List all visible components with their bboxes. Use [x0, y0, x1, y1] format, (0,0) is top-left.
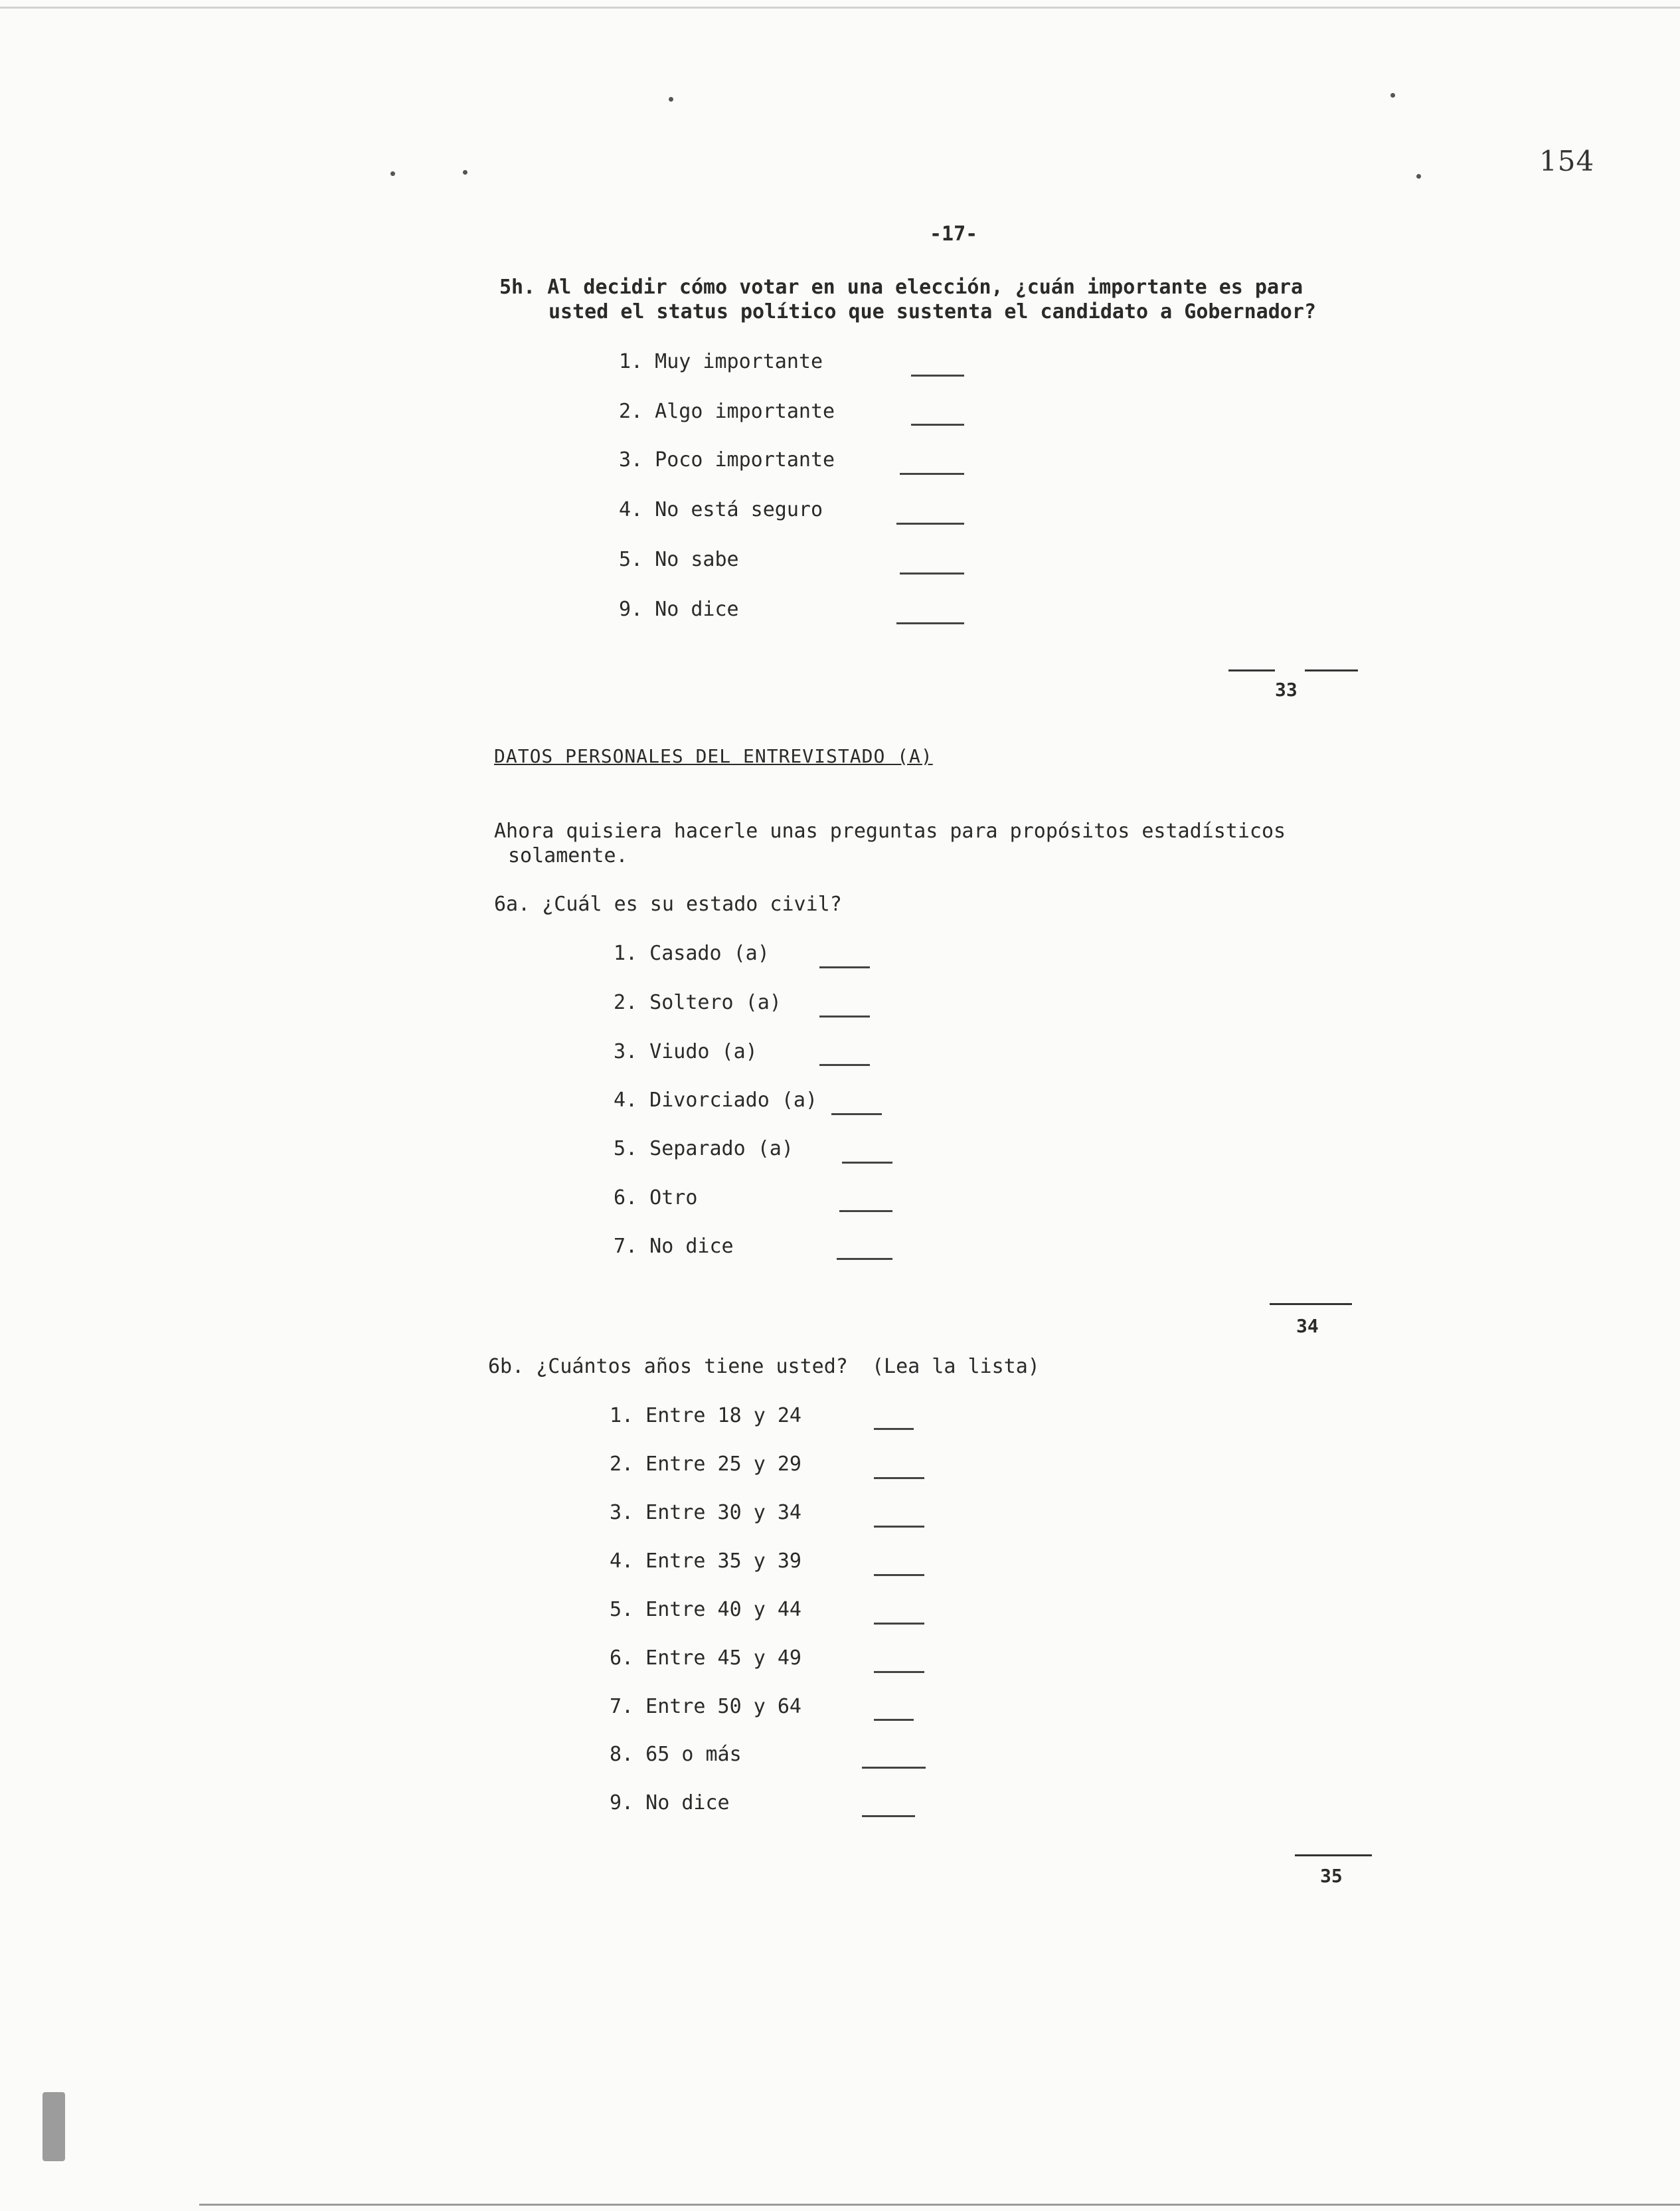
scan-speck	[463, 170, 467, 175]
binder-clip-mark	[42, 2092, 65, 2161]
q6a-option-7: 7. No dice	[614, 1235, 734, 1258]
q6b-column-code: 35	[1320, 1865, 1343, 1887]
q6a-column-code: 34	[1296, 1315, 1319, 1337]
scan-speck	[1416, 174, 1421, 179]
q6b-option-6: 6. Entre 45 y 49	[610, 1646, 801, 1670]
q6b-answer-blank-8[interactable]	[862, 1767, 926, 1769]
scan-speck	[669, 97, 673, 102]
q5h-prompt-line1: 5h. Al decidir cómo votar en una elección, ¿cuán importante es para	[499, 276, 1303, 299]
q6a-answer-blank-2[interactable]	[819, 1016, 870, 1017]
q6b-option-4: 4. Entre 35 y 39	[610, 1549, 801, 1573]
q6b-option-3: 3. Entre 30 y 34	[610, 1501, 801, 1524]
q6a-option-6: 6. Otro	[614, 1186, 698, 1209]
q5h-answer-blank-6[interactable]	[896, 622, 964, 624]
q6a-answer-blank-5[interactable]	[842, 1162, 892, 1164]
q6b-answer-blank-6[interactable]	[874, 1671, 924, 1673]
q5h-answer-blank-1[interactable]	[911, 375, 964, 377]
q6b-answer-blank-7[interactable]	[874, 1719, 914, 1721]
q6a-answer-blank-7[interactable]	[837, 1258, 892, 1260]
q5h-answer-blank-3[interactable]	[900, 473, 964, 475]
scan-bottom-edge	[199, 2204, 1680, 2206]
q6a-answer-blank-6[interactable]	[839, 1210, 892, 1212]
q6a-answer-blank-3[interactable]	[819, 1064, 870, 1066]
q5h-option-1: 1. Muy importante	[619, 350, 823, 373]
q6a-option-2: 2. Soltero (a)	[614, 991, 782, 1014]
q5h-option-4: 4. No está seguro	[619, 498, 823, 521]
q6b-answer-blank-4[interactable]	[874, 1574, 924, 1576]
q6a-code-line	[1270, 1303, 1352, 1305]
q6b-option-7: 7. Entre 50 y 64	[610, 1695, 801, 1718]
q6b-prompt: 6b. ¿Cuántos años tiene usted? (Lea la lista)	[488, 1355, 1040, 1378]
q6a-option-4: 4. Divorciado (a)	[614, 1089, 818, 1112]
q5h-option-6: 9. No dice	[619, 598, 739, 621]
q5h-option-3: 3. Poco importante	[619, 448, 835, 472]
q6b-answer-blank-3[interactable]	[874, 1526, 924, 1528]
q6a-option-5: 5. Separado (a)	[614, 1137, 794, 1160]
q6b-option-2: 2. Entre 25 y 29	[610, 1453, 801, 1476]
scan-speck	[390, 171, 395, 176]
q6b-option-9: 9. No dice	[610, 1791, 730, 1814]
intro-line2: solamente.	[508, 844, 628, 867]
q6b-answer-blank-9[interactable]	[862, 1815, 915, 1817]
q6b-answer-blank-2[interactable]	[874, 1477, 924, 1479]
stamp-number: 154	[1539, 145, 1595, 177]
q6b-option-5: 5. Entre 40 y 44	[610, 1598, 801, 1621]
q6b-answer-blank-5[interactable]	[874, 1623, 924, 1625]
q5h-code-line-right	[1305, 669, 1358, 671]
q5h-answer-blank-4[interactable]	[896, 523, 964, 525]
q5h-option-2: 2. Algo importante	[619, 400, 835, 423]
q5h-code-line-left	[1228, 669, 1275, 671]
intro-line1: Ahora quisiera hacerle unas preguntas para propósitos estadísticos	[494, 820, 1286, 843]
q6b-option-1: 1. Entre 18 y 24	[610, 1404, 801, 1427]
page-number: -17-	[930, 222, 978, 246]
q6b-code-line	[1295, 1854, 1372, 1856]
q6b-answer-blank-1[interactable]	[874, 1428, 914, 1430]
q5h-answer-blank-5[interactable]	[900, 573, 964, 575]
q6a-prompt: 6a. ¿Cuál es su estado civil?	[494, 893, 842, 916]
q6b-option-8: 8. 65 o más	[610, 1743, 742, 1766]
q6a-answer-blank-1[interactable]	[819, 966, 870, 968]
q5h-answer-blank-2[interactable]	[911, 424, 964, 426]
q6a-answer-blank-4[interactable]	[831, 1113, 882, 1115]
scan-speck	[1390, 93, 1395, 98]
q5h-prompt-line2: usted el status político que sustenta el candidato a Gobernador?	[548, 300, 1316, 323]
q5h-column-code: 33	[1275, 679, 1298, 701]
q6a-option-3: 3. Viudo (a)	[614, 1040, 758, 1063]
section-title: DATOS PERSONALES DEL ENTREVISTADO (A)	[494, 745, 933, 767]
scan-top-edge	[0, 7, 1680, 9]
q5h-option-5: 5. No sabe	[619, 548, 739, 571]
q6a-option-1: 1. Casado (a)	[614, 942, 770, 965]
